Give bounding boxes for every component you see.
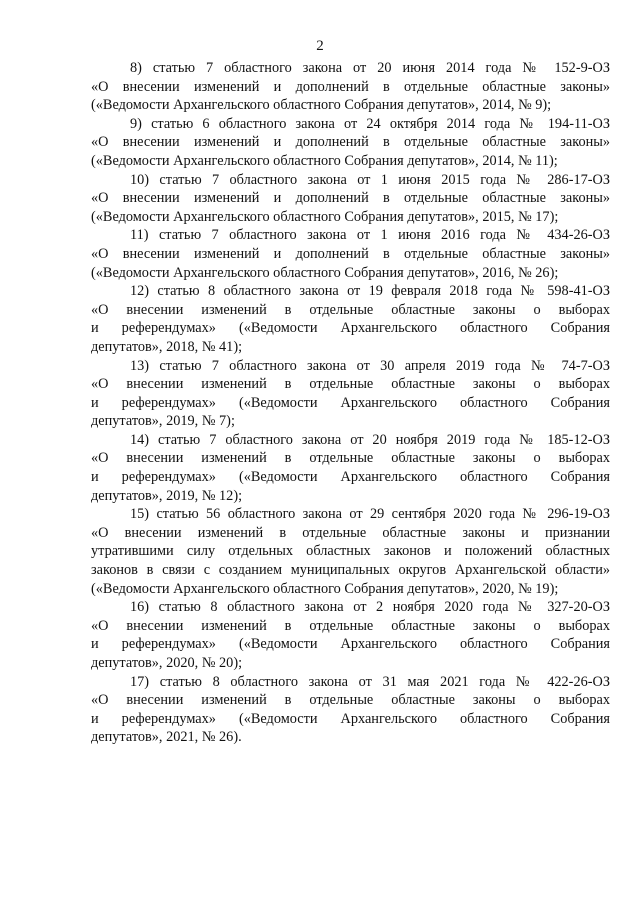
list-item-line: «О внесении изменений в отдельные областные законы о выборах <box>91 692 610 709</box>
page-number: 2 <box>316 38 324 54</box>
list-item-line: депутатов», 2019, № 7); <box>91 413 235 430</box>
list-item-line: «О внесении изменений и дополнений в отдельные областные законы» <box>91 78 610 95</box>
list-item-line: «О внесении изменений в отдельные областные законы о выборах <box>91 301 610 318</box>
list-item-first-line: 11) статью 7 областного закона от 1 июня 2016 года № 434-26-ОЗ <box>130 227 610 244</box>
list-item-line: («Ведомости Архангельского областного Собрания депутатов», 2016, № 26); <box>91 264 559 281</box>
list-item-line: «О внесении изменений в отдельные областные законы о выборах <box>91 376 610 393</box>
list-item-line: и референдумах» («Ведомости Архангельского областного Собрания <box>91 394 610 411</box>
list-item <box>91 282 610 356</box>
list-item-line: «О внесении изменений и дополнений в отдельные областные законы» <box>91 245 610 262</box>
list-item-line: депутатов», 2021, № 26). <box>91 729 242 746</box>
list-item-line: («Ведомости Архангельского областного Собрания депутатов», 2014, № 9); <box>91 97 552 114</box>
list-item <box>91 115 610 171</box>
list-item-first-line: 9) статью 6 областного закона от 24 октября 2014 года № 194-11-ОЗ <box>130 115 610 132</box>
list-item <box>91 226 610 282</box>
list-item-line: («Ведомости Архангельского областного Собрания депутатов», 2020, № 19); <box>91 580 559 597</box>
list-item <box>91 673 610 747</box>
list-item-line: «О внесении изменений и дополнений в отдельные областные законы» <box>91 190 610 207</box>
list-item-line: «О внесении изменений и дополнений в отдельные областные законы» <box>91 134 610 151</box>
list-item-first-line: 15) статью 56 областного закона от 29 сентября 2020 года № 296-19-ОЗ <box>130 506 610 523</box>
list-item-first-line: 8) статью 7 областного закона от 20 июня 2014 года № 152-9-ОЗ <box>130 60 610 76</box>
list-item-line: и референдумах» («Ведомости Архангельского областного Собрания <box>91 710 610 727</box>
list-item <box>91 59 610 115</box>
list-item-line: и референдумах» («Ведомости Архангельского областного Собрания <box>91 469 610 486</box>
list-item-first-line: 16) статью 8 областного закона от 2 ноября 2020 года № 327-20-ОЗ <box>130 599 610 616</box>
list-item <box>91 357 610 431</box>
list-item-line: и референдумах» («Ведомости Архангельского областного Собрания <box>91 636 610 653</box>
list-item <box>91 431 610 505</box>
list-item-line: «О внесении изменений в отдельные областные законы и признании <box>91 524 610 541</box>
list-item-line: и референдумах» («Ведомости Архангельского областного Собрания <box>91 320 610 337</box>
list-item-line: депутатов», 2020, № 20); <box>91 655 243 671</box>
list-item-line: «О внесении изменений в отдельные областные законы о выборах <box>91 617 610 634</box>
list-item <box>91 505 610 598</box>
document-body <box>91 59 610 747</box>
list-item-line: «О внесении изменений в отдельные областные законы о выборах <box>91 450 610 467</box>
list-item-line: законов в связи с созданием муниципальных округов Архангельской области» <box>91 562 610 579</box>
list-item-line: депутатов», 2019, № 12); <box>91 487 243 504</box>
list-item-line: утратившими силу отдельных областных законов и положений областных <box>91 543 610 560</box>
list-item-first-line: 12) статью 8 областного закона от 19 февраля 2018 года № 598-41-ОЗ <box>130 283 610 300</box>
list-item-first-line: 14) статью 7 областного закона от 20 ноября 2019 года № 185-12-ОЗ <box>130 431 610 448</box>
list-item <box>91 598 610 672</box>
list-item <box>91 171 610 227</box>
list-item-line: депутатов», 2018, № 41); <box>91 338 243 355</box>
list-item-first-line: 17) статью 8 областного закона от 31 мая 2021 года № 422-26-ОЗ <box>130 673 610 690</box>
list-item-first-line: 13) статью 7 областного закона от 30 апреля 2019 года № 74-7-ОЗ <box>130 357 610 374</box>
list-item-first-line: 10) статью 7 областного закона от 1 июня 2015 года № 286-17-ОЗ <box>130 171 610 188</box>
list-item-line: («Ведомости Архангельского областного Собрания депутатов», 2014, № 11); <box>91 152 558 169</box>
list-item-line: («Ведомости Архангельского областного Собрания депутатов», 2015, № 17); <box>91 208 559 225</box>
